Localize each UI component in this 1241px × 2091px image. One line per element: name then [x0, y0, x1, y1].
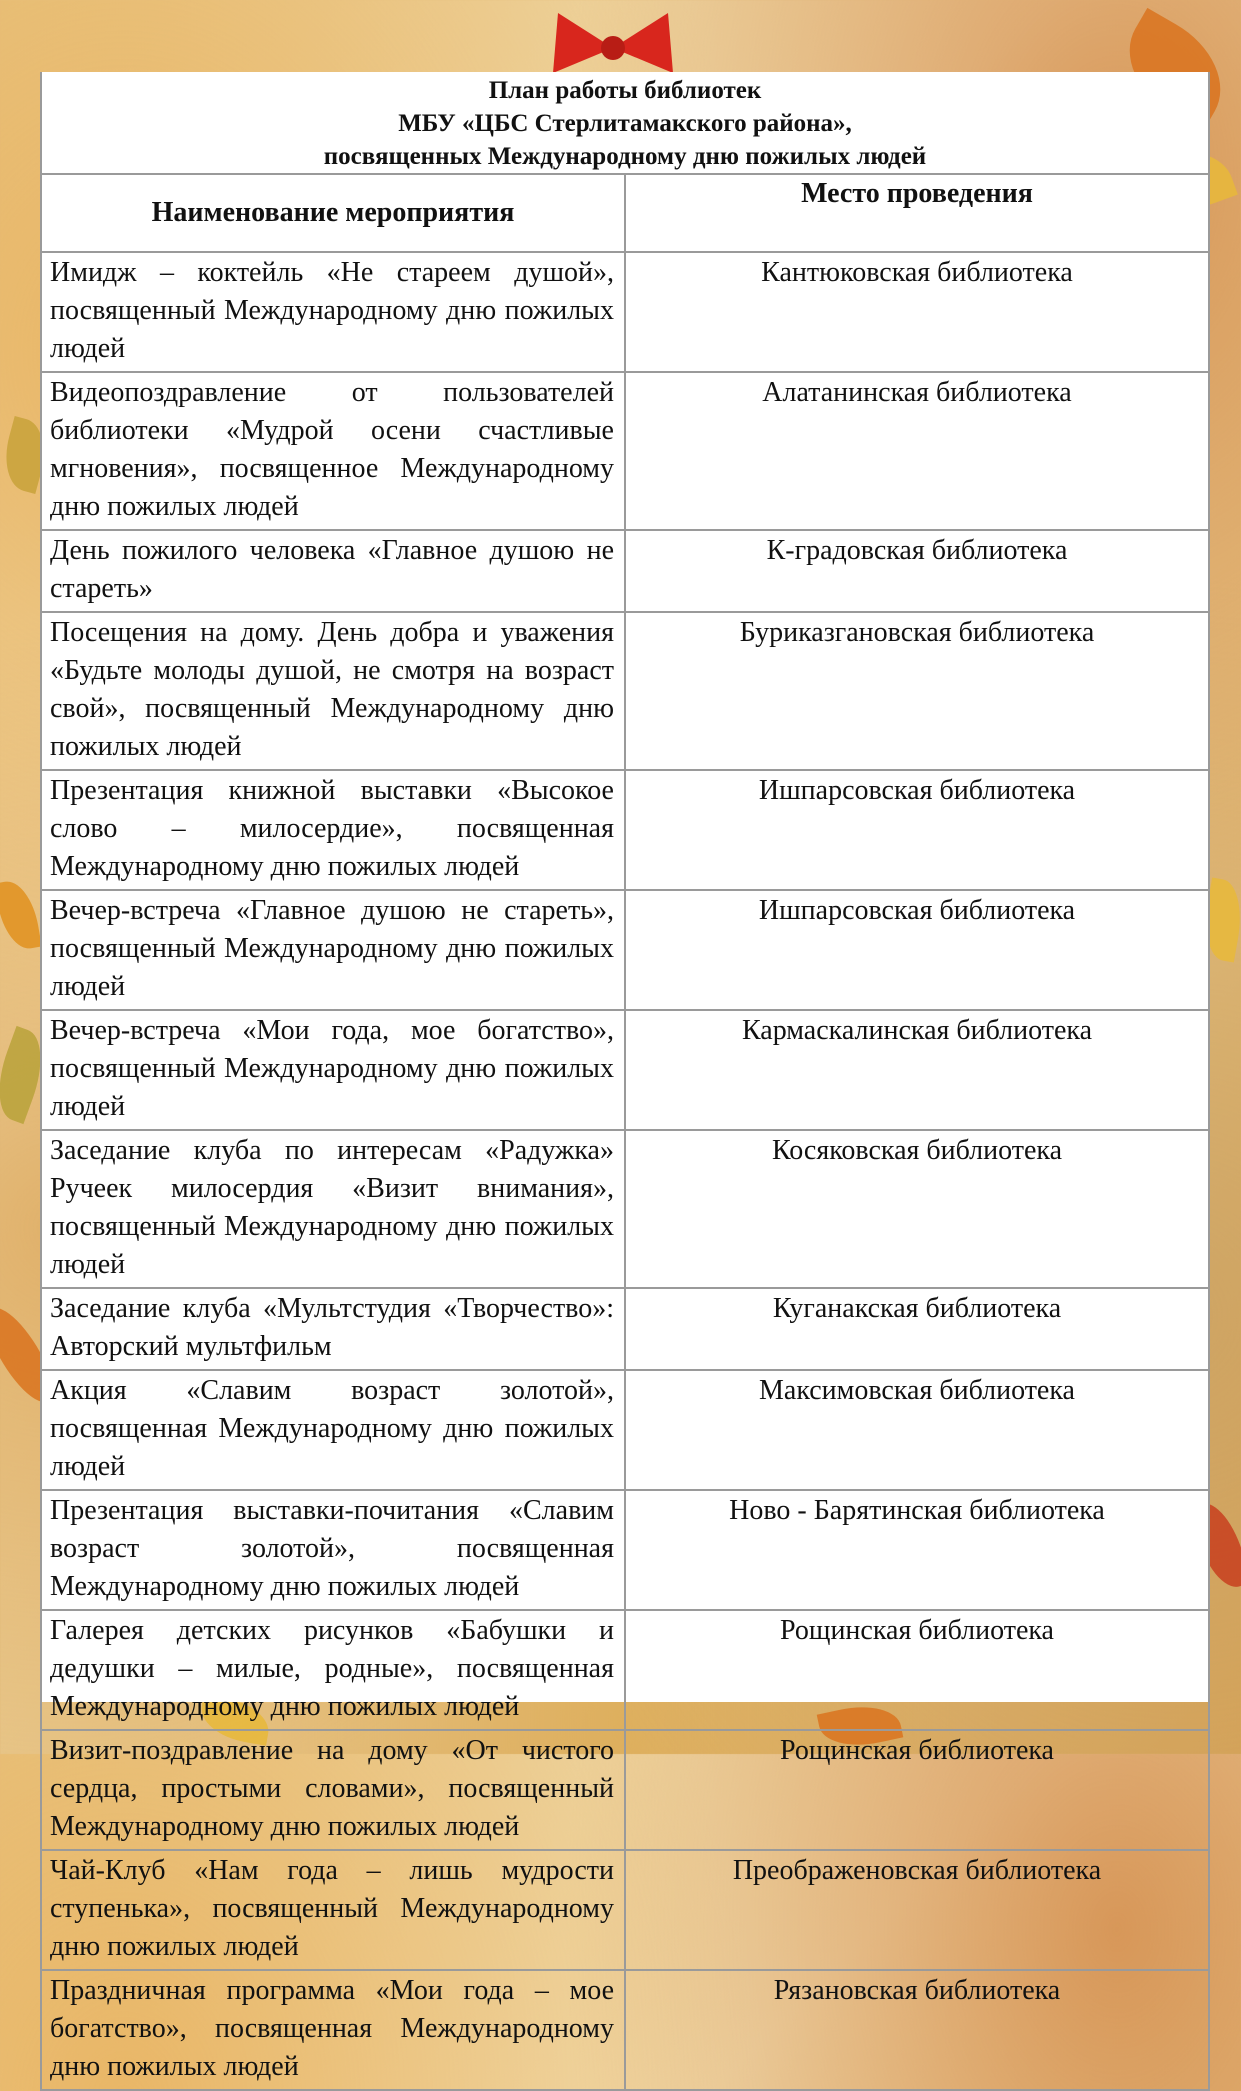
event-name-cell: Презентация выставки-почитания «Славим возраст золотой», посвященная Международному дню пожилых людей: [41, 1490, 625, 1610]
event-name-cell: Акция «Славим возраст золотой», посвященная Международному дню пожилых людей: [41, 1370, 625, 1490]
table-row: [41, 1010, 1209, 1130]
event-place-cell: Рощинская библиотека: [625, 1610, 1209, 1730]
event-place-cell: Ишпарсовская библиотека: [625, 890, 1209, 1010]
event-place-cell: Буриказгановская библиотека: [625, 612, 1209, 770]
event-name-cell: Вечер-встреча «Мои года, мое богатство», посвященный Международному дню пожилых людей: [41, 1010, 625, 1130]
event-place-cell: Ново - Барятинская библиотека: [625, 1490, 1209, 1610]
document-page: [40, 72, 1210, 2082]
table-row: [41, 1370, 1209, 1490]
red-bow-decoration: [548, 8, 678, 78]
table-row: [41, 1288, 1209, 1370]
title-line-1: План работы библиотек: [488, 77, 762, 104]
events-table: [40, 72, 1210, 2091]
autumn-leaf-decoration: [0, 877, 42, 952]
table-row: [41, 612, 1209, 770]
event-name-cell: Визит-поздравление на дому «От чистого сердца, простыми словами», посвященный Международному дню пожилых людей: [41, 1730, 625, 1850]
header-place: Место проведения: [625, 174, 1209, 252]
event-place-cell: Кантюковская библиотека: [625, 252, 1209, 372]
table-row: [41, 1850, 1209, 1970]
table-row: [41, 1610, 1209, 1730]
event-place-cell: Куганакская библиотека: [625, 1288, 1209, 1370]
table-row: [41, 252, 1209, 372]
event-name-cell: Заседание клуба «Мультстудия «Творчество»: Авторский мультфильм: [41, 1288, 625, 1370]
table-row: [41, 1970, 1209, 2090]
title-line-3: посвященных Международному дню пожилых людей: [323, 143, 927, 170]
event-name-cell: Имидж – коктейль «Не стареем душой», посвященный Международному дню пожилых людей: [41, 252, 625, 372]
event-place-cell: Кармаскалинская библиотека: [625, 1010, 1209, 1130]
table-body: [41, 252, 1209, 2090]
event-place-cell: Преображеновская библиотека: [625, 1850, 1209, 1970]
table-row: [41, 890, 1209, 1010]
event-name-cell: Галерея детских рисунков «Бабушки и дедушки – милые, родные», посвященная Международному дню пожилых людей: [41, 1610, 625, 1730]
header-row: [41, 174, 1209, 252]
title-line-2: МБУ «ЦБС Стерлитамакского района»,: [398, 110, 852, 137]
event-place-cell: Алатанинская библиотека: [625, 372, 1209, 530]
event-place-cell: Рощинская библиотека: [625, 1730, 1209, 1850]
event-place-cell: Косяковская библиотека: [625, 1130, 1209, 1288]
event-place-cell: Рязановская библиотека: [625, 1970, 1209, 2090]
event-name-cell: Праздничная программа «Мои года – мое богатство», посвященная Международному дню пожилых людей: [41, 1970, 625, 2090]
event-place-cell: К-градовская библиотека: [625, 530, 1209, 612]
event-name-cell: Заседание клуба по интересам «Радужка» Ручеек милосердия «Визит внимания», посвященный Международному дню пожилых людей: [41, 1130, 625, 1288]
event-name-cell: Видеопоздравление от пользователей библиотеки «Мудрой осени счастливые мгновения», посвященное Международному дню пожилых людей: [41, 372, 625, 530]
event-name-cell: Презентация книжной выставки «Высокое слово – милосердие», посвященная Международному дню пожилых людей: [41, 770, 625, 890]
table-row: [41, 530, 1209, 612]
table-row: [41, 372, 1209, 530]
event-name-cell: Вечер-встреча «Главное душою не стареть», посвященный Международному дню пожилых людей: [41, 890, 625, 1010]
title-row: [41, 72, 1209, 174]
header-event-name: Наименование мероприятия: [41, 174, 625, 252]
event-place-cell: Максимовская библиотека: [625, 1370, 1209, 1490]
table-row: [41, 1130, 1209, 1288]
event-place-cell: Ишпарсовская библиотека: [625, 770, 1209, 890]
event-name-cell: Посещения на дому. День добра и уважения «Будьте молоды душой, не смотря на возраст свой», посвященный Международному дню пожилых людей: [41, 612, 625, 770]
event-name-cell: День пожилого человека «Главное душою не стареть»: [41, 530, 625, 612]
event-name-cell: Чай-Клуб «Нам года – лишь мудрости ступенька», посвященный Международному дню пожилых людей: [41, 1850, 625, 1970]
table-row: [41, 770, 1209, 890]
document-title: [41, 72, 1209, 174]
table-row: [41, 1730, 1209, 1850]
table-row: [41, 1490, 1209, 1610]
